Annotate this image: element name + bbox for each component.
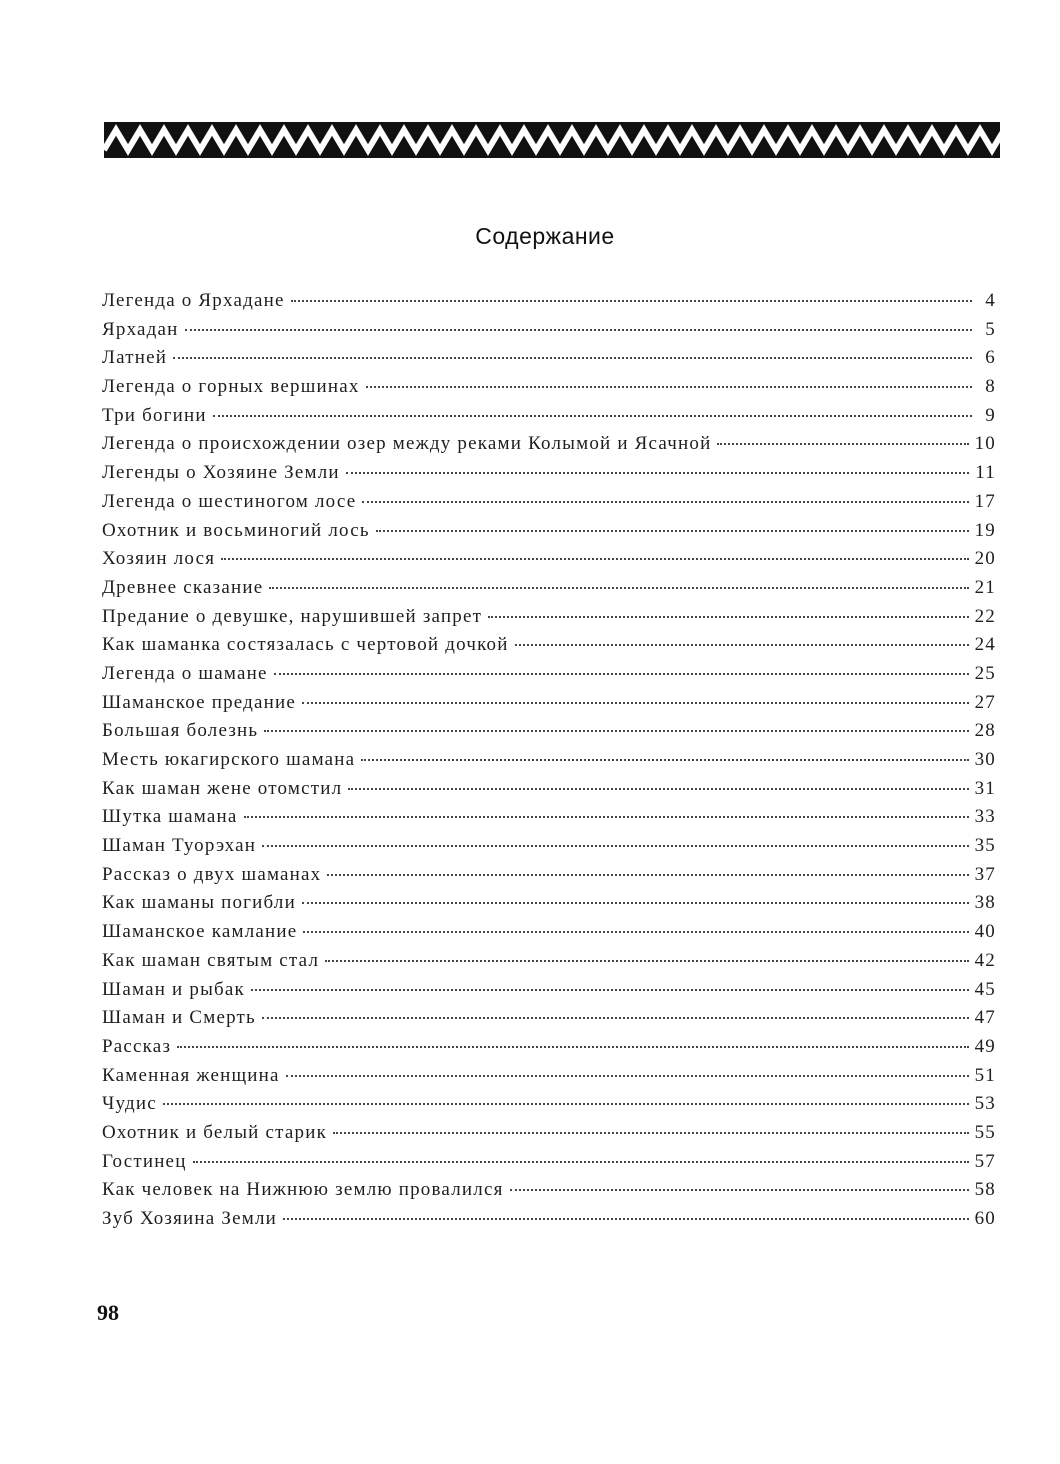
toc-entry-title: Древнее сказание <box>102 576 264 598</box>
toc-entry <box>102 430 996 459</box>
dot-leader <box>302 702 969 704</box>
toc-entry-title: Гостинец <box>102 1150 187 1172</box>
toc-entry-page: 9 <box>985 404 996 426</box>
toc-entry-page: 25 <box>974 662 996 684</box>
dot-leader <box>510 1189 969 1191</box>
toc-entry <box>102 976 996 1005</box>
toc-entry-page: 8 <box>985 376 996 398</box>
toc-entry <box>102 775 996 804</box>
toc-entry <box>102 631 996 660</box>
toc-entry <box>102 1090 996 1119</box>
dot-leader <box>251 989 969 991</box>
toc-entry-title: Шаманское предание <box>102 691 297 713</box>
dot-leader <box>286 1075 969 1077</box>
toc-entry-title: Как шаманы погибли <box>102 892 296 914</box>
toc-entry-title: Три богини <box>102 404 207 426</box>
toc-entry <box>102 1062 996 1091</box>
toc-entry-title: Ярхадан <box>102 318 179 340</box>
toc-entry-page: 10 <box>974 433 996 455</box>
toc-entry-page: 55 <box>974 1121 996 1143</box>
dot-leader <box>366 386 972 388</box>
toc-entry-title: Каменная женщина <box>102 1064 280 1086</box>
dot-leader <box>303 931 968 933</box>
toc-entry <box>102 1148 996 1177</box>
toc-entry-title: Легенда о Ярхадане <box>102 290 285 311</box>
toc-entry-title: Легенда о шестиногом лосе <box>102 490 357 512</box>
dot-leader <box>361 759 968 761</box>
dot-leader <box>283 1218 969 1220</box>
toc-entry-title: Охотник и белый старик <box>102 1121 328 1143</box>
toc-entry-title: Чудис <box>102 1093 157 1115</box>
toc-entry-title: Шаманское камлание <box>102 921 298 943</box>
dot-leader <box>177 1046 968 1048</box>
toc-entry-page: 19 <box>974 519 996 541</box>
dot-leader <box>362 501 968 503</box>
dot-leader <box>515 644 969 646</box>
toc-entry-page: 6 <box>985 347 996 369</box>
toc-entry <box>102 717 996 746</box>
toc-entry <box>102 947 996 976</box>
toc-entry <box>102 545 996 574</box>
toc-entry-title: Месть юкагирского шамана <box>102 749 356 770</box>
toc-entry-title: Шаман и Смерть <box>102 1007 256 1029</box>
dot-leader <box>213 415 972 417</box>
toc-entry-page: 60 <box>974 1208 996 1229</box>
dot-leader <box>346 472 970 474</box>
toc-entry <box>102 918 996 947</box>
zigzag-border-ornament-icon <box>104 122 1000 158</box>
toc-entry <box>102 803 996 832</box>
dot-leader <box>302 902 969 904</box>
dot-leader <box>173 357 972 359</box>
toc-entry-title: Рассказ о двух шаманах <box>102 863 322 885</box>
toc-entry-page: 37 <box>974 863 996 885</box>
toc-entry <box>102 316 996 345</box>
toc-entry-title: Легенда о горных вершинах <box>102 376 360 398</box>
toc-entry <box>102 689 996 718</box>
dot-leader <box>291 300 972 302</box>
toc-entry <box>102 287 996 316</box>
toc-entry-title: Рассказ <box>102 1035 172 1057</box>
toc-entry-title: Шаман и рыбак <box>102 978 245 1000</box>
toc-entry <box>102 660 996 689</box>
toc-entry-page: 27 <box>974 691 996 713</box>
toc-entry <box>102 1176 996 1205</box>
toc-entry <box>102 373 996 402</box>
toc-entry-title: Зуб Хозяина Земли <box>102 1208 277 1229</box>
dot-leader <box>262 845 969 847</box>
toc-entry-page: 40 <box>974 921 996 943</box>
toc-entry <box>102 603 996 632</box>
toc-entry-page: 5 <box>985 318 996 340</box>
dot-leader <box>325 960 968 962</box>
toc-entry-title: Как человек на Нижнюю землю провалился <box>102 1179 504 1201</box>
toc-entry <box>102 889 996 918</box>
toc-entry-title: Как шаман жене отомстил <box>102 777 343 799</box>
toc-entry-title: Как шаманка состязалась с чертовой дочкой <box>102 634 509 656</box>
page-title: Содержание <box>475 223 615 249</box>
toc-entry-title: Хозяин лося <box>102 548 216 570</box>
toc-entry-title: Легенда о шамане <box>102 662 268 684</box>
toc-entry <box>102 344 996 373</box>
toc-entry <box>102 488 996 517</box>
toc-entry-page: 47 <box>974 1007 996 1029</box>
toc-entry <box>102 574 996 603</box>
toc-entry-title: Шутка шамана <box>102 806 238 828</box>
table-of-contents <box>102 287 996 1234</box>
toc-entry <box>102 1119 996 1148</box>
toc-entry-page: 49 <box>974 1035 996 1057</box>
toc-entry-title: Предание о девушке, нарушившей запрет <box>102 605 483 627</box>
dot-leader <box>262 1017 969 1019</box>
toc-entry-page: 51 <box>974 1064 996 1086</box>
toc-entry-page: 11 <box>975 462 996 484</box>
toc-entry <box>102 1205 996 1234</box>
toc-entry-page: 30 <box>974 749 996 770</box>
dot-leader <box>269 587 968 589</box>
dot-leader <box>264 730 968 732</box>
toc-entry-page: 45 <box>974 978 996 1000</box>
dot-leader <box>333 1132 969 1134</box>
toc-entry-title: Как шаман святым стал <box>102 949 320 971</box>
dot-leader <box>185 329 972 331</box>
dot-leader <box>348 788 968 790</box>
toc-entry <box>102 1004 996 1033</box>
toc-entry <box>102 861 996 890</box>
toc-entry-page: 42 <box>974 949 996 971</box>
toc-entry-page: 35 <box>974 835 996 857</box>
dot-leader <box>221 558 968 560</box>
dot-leader <box>193 1161 969 1163</box>
dot-leader <box>244 816 969 818</box>
toc-entry-page: 58 <box>974 1179 996 1201</box>
dot-leader <box>163 1103 969 1105</box>
dot-leader <box>274 673 969 675</box>
toc-entry-title: Шаман Туорэхан <box>102 835 257 857</box>
toc-entry-title: Легенды о Хозяине Земли <box>102 462 340 484</box>
toc-entry-page: 38 <box>974 892 996 914</box>
toc-entry-page: 57 <box>974 1150 996 1172</box>
toc-entry <box>102 1033 996 1062</box>
toc-entry <box>102 459 996 488</box>
toc-entry-page: 22 <box>974 605 996 627</box>
toc-entry-page: 28 <box>974 720 996 742</box>
toc-entry-page: 31 <box>974 777 996 799</box>
toc-entry-page: 17 <box>974 490 996 512</box>
toc-entry <box>102 517 996 546</box>
toc-entry-title: Большая болезнь <box>102 720 259 742</box>
toc-entry-page: 20 <box>974 548 996 570</box>
toc-entry-title: Латней <box>102 347 168 369</box>
toc-entry <box>102 402 996 431</box>
toc-entry-page: 21 <box>974 576 996 598</box>
toc-entry <box>102 832 996 861</box>
dot-leader <box>327 874 968 876</box>
toc-entry-page: 53 <box>974 1093 996 1115</box>
dot-leader <box>488 616 968 618</box>
dot-leader <box>376 530 969 532</box>
toc-entry-page: 33 <box>974 806 996 828</box>
toc-entry-page: 4 <box>985 290 996 311</box>
toc-entry <box>102 746 996 775</box>
toc-entry-title: Охотник и восьминогий лось <box>102 519 370 541</box>
page-number: 98 <box>97 1300 119 1325</box>
toc-entry-page: 24 <box>974 634 996 656</box>
dot-leader <box>717 443 968 445</box>
toc-entry-title: Легенда о происхождении озер между реками Колымой и Ясачной <box>102 433 712 455</box>
